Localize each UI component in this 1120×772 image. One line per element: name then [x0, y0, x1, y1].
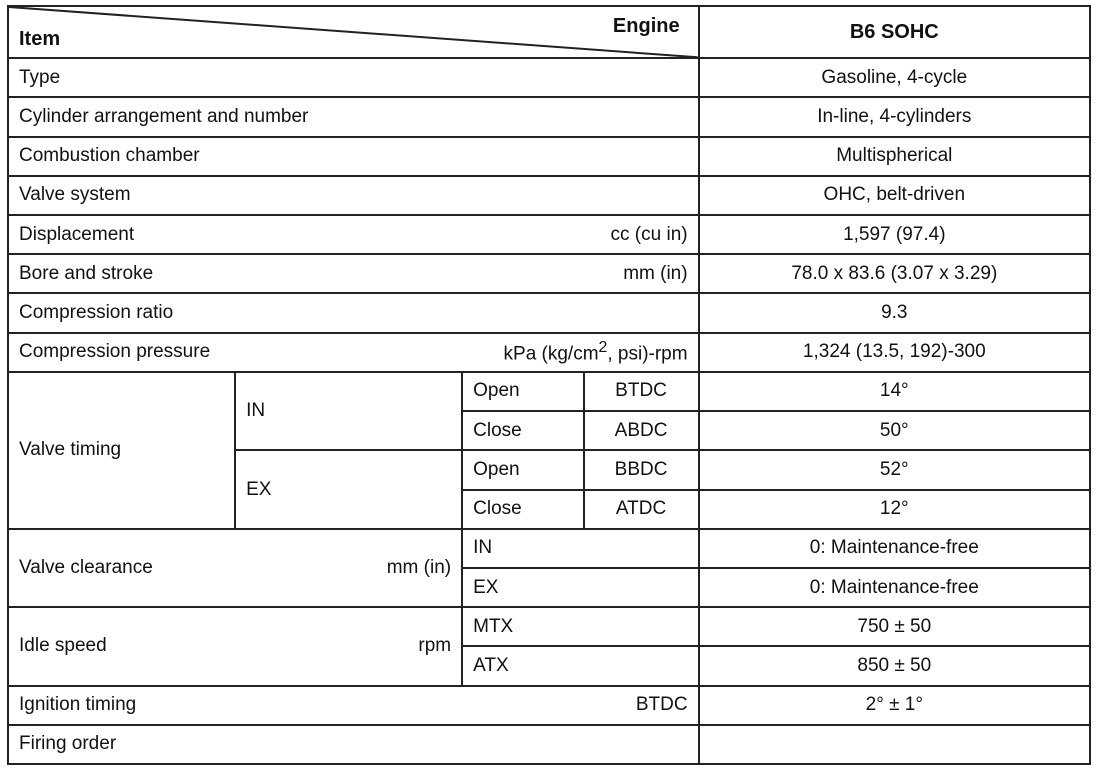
row-value: 12° — [699, 490, 1090, 529]
engine-spec-table — [7, 5, 1091, 765]
table-row — [8, 333, 1090, 372]
unit-suffix: , psi)-rpm — [607, 343, 688, 365]
row-value: Gasoline, 4-cycle — [699, 58, 1090, 97]
table-row — [8, 137, 1090, 176]
row-value: 52° — [699, 450, 1090, 489]
table-row — [8, 686, 1090, 725]
idle-speed-label-cell — [8, 607, 462, 685]
row-label-with-unit — [8, 686, 699, 725]
sub-label: Close — [462, 490, 583, 529]
table-row — [8, 176, 1090, 215]
sub-ref: ATDC — [584, 490, 699, 529]
unit-prefix: kPa (kg/cm — [503, 343, 599, 365]
row-label: Compression ratio — [8, 293, 699, 332]
row-value: 1,597 (97.4) — [699, 215, 1090, 254]
valve-timing-in-label: IN — [235, 372, 462, 450]
row-label: Valve clearance — [19, 556, 153, 578]
table-row — [8, 97, 1090, 136]
row-label: Displacement — [19, 223, 135, 245]
header-engine-label: Engine — [612, 15, 680, 37]
row-label-with-unit — [8, 215, 699, 254]
table-row — [8, 293, 1090, 332]
row-value: 78.0 x 83.6 (3.07 x 3.29) — [699, 254, 1090, 293]
header-model: B6 SOHC — [699, 6, 1090, 58]
row-unit: mm (in) — [386, 556, 452, 578]
row-label: Valve system — [8, 176, 699, 215]
row-label: Combustion chamber — [8, 137, 699, 176]
table-row — [8, 607, 1090, 646]
header-item-label: Item — [19, 28, 61, 51]
header-item-engine-cell — [8, 6, 699, 58]
row-unit: cc (cu in) — [610, 223, 688, 245]
row-value: 50° — [699, 411, 1090, 450]
valve-timing-ex-label: EX — [235, 450, 462, 528]
row-unit: BTDC — [635, 694, 688, 716]
sub-label: EX — [462, 568, 698, 607]
header-diagonal-line — [9, 7, 698, 57]
row-value: 14° — [699, 372, 1090, 411]
table-row — [8, 725, 1090, 764]
valve-timing-label: Valve timing — [8, 372, 235, 529]
table-row — [8, 215, 1090, 254]
row-label: Bore and stroke — [19, 262, 154, 284]
unit-superscript: 2 — [598, 339, 608, 357]
header-row — [8, 6, 1090, 58]
table-row — [8, 372, 1090, 411]
row-value: In-line, 4-cylinders — [699, 97, 1090, 136]
row-value: 750 ± 50 — [699, 607, 1090, 646]
sub-ref: BTDC — [584, 372, 699, 411]
row-value: 0: Maintenance-free — [699, 568, 1090, 607]
table-row — [8, 254, 1090, 293]
sub-label: ATX — [462, 646, 698, 685]
row-value: OHC, belt-driven — [699, 176, 1090, 215]
sub-label: MTX — [462, 607, 698, 646]
sub-label: IN — [462, 529, 698, 568]
row-label: Compression pressure — [19, 341, 211, 363]
row-value: Multispherical — [699, 137, 1090, 176]
sub-label: Open — [462, 450, 583, 489]
row-label: Ignition timing — [19, 694, 137, 716]
row-value: 0: Maintenance-free — [699, 529, 1090, 568]
sub-label: Open — [462, 372, 583, 411]
row-label-with-unit — [8, 254, 699, 293]
sub-ref: ABDC — [584, 411, 699, 450]
row-value: 850 ± 50 — [699, 646, 1090, 685]
row-label: Idle speed — [19, 635, 107, 657]
row-value — [699, 725, 1090, 764]
valve-clearance-label-cell — [8, 529, 462, 607]
row-unit — [504, 339, 688, 365]
row-value: 2° ± 1° — [699, 686, 1090, 725]
row-unit: rpm — [418, 635, 452, 657]
row-label: Type — [8, 58, 699, 97]
table-row — [8, 58, 1090, 97]
row-label: Firing order — [8, 725, 699, 764]
table-row — [8, 529, 1090, 568]
sub-label: Close — [462, 411, 583, 450]
row-label: Cylinder arrangement and number — [8, 97, 699, 136]
row-label-with-unit — [8, 333, 699, 372]
sub-ref: BBDC — [584, 450, 699, 489]
row-value: 9.3 — [699, 293, 1090, 332]
row-value: 1,324 (13.5, 192)-300 — [699, 333, 1090, 372]
row-unit: mm (in) — [623, 262, 688, 284]
